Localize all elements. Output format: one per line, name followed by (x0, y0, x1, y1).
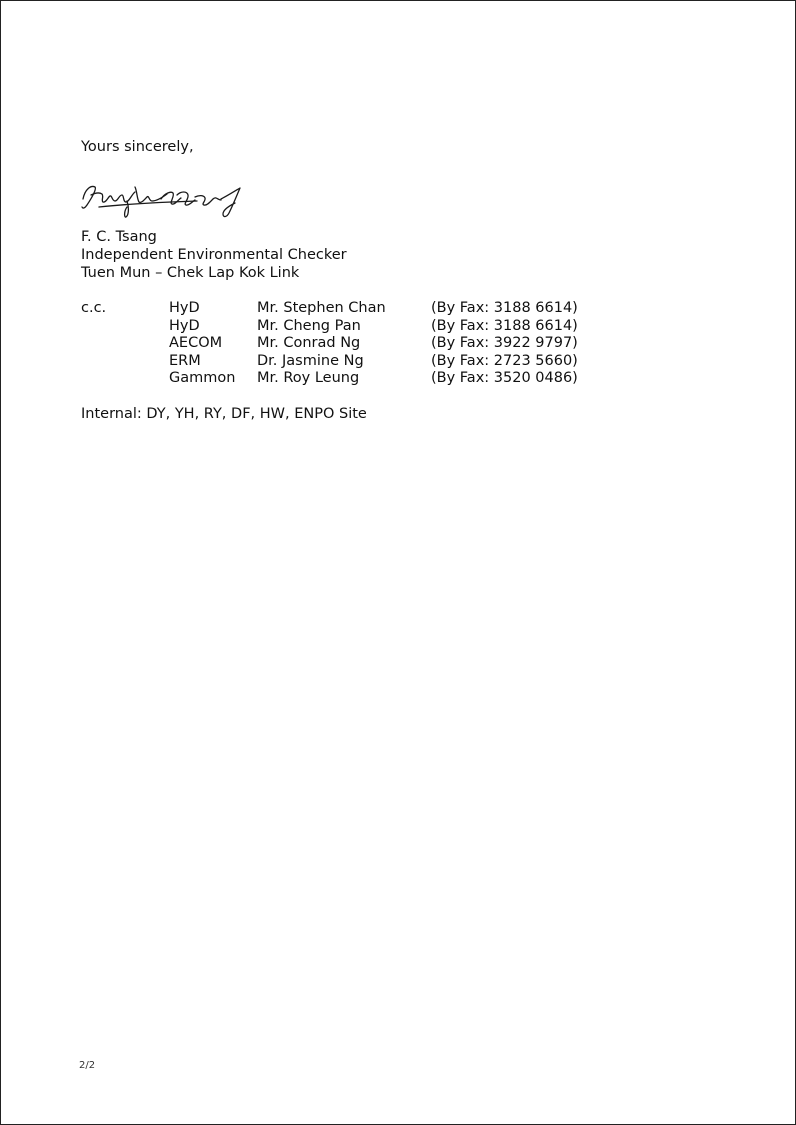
cc-recipient: Mr. Cheng Pan (257, 317, 361, 334)
cc-organization: Gammon (169, 370, 236, 386)
cc-organization: AECOM (169, 335, 223, 351)
cc-recipient: Dr. Jasmine Ng (257, 352, 364, 369)
cc-fax: (By Fax: 3188 6614) (431, 317, 578, 334)
signatory-project: Tuen Mun – Chek Lap Kok Link (81, 265, 300, 281)
signatory-name: F. C. Tsang (81, 229, 157, 245)
cc-recipient: Mr. Stephen Chan (257, 300, 386, 316)
cc-fax: (By Fax: 3922 9797) (431, 335, 578, 351)
cc-organization: HyD (169, 317, 200, 334)
cc-recipient: Mr. Conrad Ng (257, 335, 361, 351)
cc-fax: (By Fax: 3188 6614) (431, 300, 578, 316)
cc-label: c.c. (81, 300, 107, 316)
signatory-block (81, 228, 347, 282)
signatory-title: Independent Environmental Checker (81, 247, 347, 263)
page-number: 2/2 (79, 1060, 96, 1071)
handwritten-signature (77, 177, 249, 223)
cc-fax: (By Fax: 3520 0486) (431, 370, 578, 386)
cc-organization: ERM (169, 352, 201, 369)
cc-fax: (By Fax: 2723 5660) (431, 352, 578, 369)
closing-line: Yours sincerely, (81, 139, 194, 155)
internal-distribution: Internal: DY, YH, RY, DF, HW, ENPO Site (81, 406, 367, 422)
cc-recipient: Mr. Roy Leung (257, 370, 360, 386)
cc-organization: HyD (169, 300, 200, 316)
